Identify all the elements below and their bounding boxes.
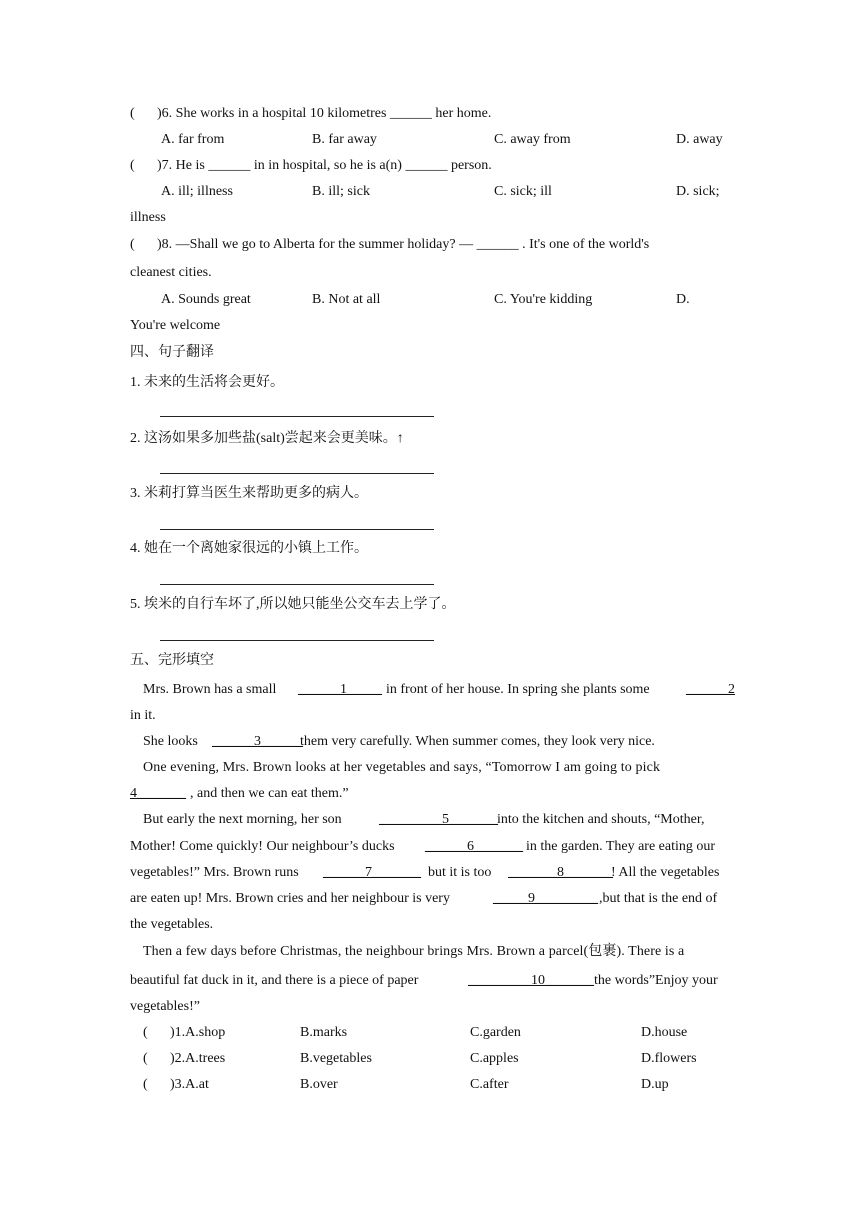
option-row-2: )2.A.trees	[170, 1051, 226, 1066]
cloze-text: beautiful fat duck in it, and there is a piece of paper	[130, 973, 419, 988]
cloze-text: the vegetables.	[130, 917, 214, 932]
option-row-3: )3.A.at	[170, 1077, 209, 1092]
cloze-text: , and then we can eat them.”	[190, 786, 349, 801]
cloze-text: Mrs. Brown has a small	[143, 682, 277, 697]
cloze-text: but it is too	[428, 865, 492, 880]
q8-option-d-cont: You're welcome	[130, 318, 221, 333]
cloze-text: in front of her house. In spring she plants some	[386, 682, 650, 697]
option-d: D.house	[641, 1025, 688, 1040]
q8-option-a: A. Sounds great	[161, 292, 251, 307]
q7-option-a: A. ill; illness	[161, 184, 233, 199]
cloze-text: Mother! Come quickly! Our neighbour’s ducks	[130, 839, 395, 854]
option-paren: (	[143, 1051, 148, 1066]
q8-stem-cont: cleanest cities.	[130, 265, 212, 280]
translation-item-1: 1. 未来的生活将会更好。	[130, 375, 284, 390]
cloze-text: into the kitchen and shouts, “Mother,	[497, 812, 705, 827]
cloze-blank-7: ______7_______	[323, 865, 421, 880]
cloze-text: them very carefully. When summer comes, they look very nice.	[300, 734, 655, 749]
answer-line-2	[160, 473, 434, 474]
q6-stem: )6. She works in a hospital 10 kilometres ______ her home.	[157, 106, 492, 121]
option-paren: (	[143, 1025, 148, 1040]
cloze-text: the words”Enjoy your	[594, 973, 718, 988]
q8-option-c: C. You're kidding	[494, 292, 593, 307]
option-d: D.flowers	[641, 1051, 697, 1066]
translation-heading: 四、句子翻译	[130, 345, 214, 360]
q7-stem: )7. He is ______ in in hospital, so he is a(n) ______ person.	[157, 158, 492, 173]
q7-option-d: D. sick;	[676, 184, 720, 199]
answer-line-4	[160, 584, 434, 585]
q7-paren: (	[130, 158, 135, 173]
cloze-text: One evening, Mrs. Brown looks at her vegetables and says, “Tomorrow I am going to pick	[143, 760, 661, 775]
translation-item-2: 2. 这汤如果多加些盐(salt)尝起来会更美味。↑	[130, 431, 404, 446]
cloze-blank-9: _____9_________	[493, 891, 598, 906]
option-c: C.apples	[470, 1051, 519, 1066]
cloze-blank-6: ______6_______	[425, 839, 523, 854]
q8-stem: )8. —Shall we go to Alberta for the summer holiday? — ______ . It's one of the world's	[157, 237, 650, 252]
answer-line-1	[160, 416, 434, 417]
cloze-text: But early the next morning, her son	[143, 812, 342, 827]
option-c: C.garden	[470, 1025, 521, 1040]
cloze-text: vegetables!”	[130, 999, 200, 1014]
cloze-text: are eaten up! Mrs. Brown cries and her neighbour is very	[130, 891, 450, 906]
option-row-1: )1.A.shop	[170, 1025, 226, 1040]
q6-paren: (	[130, 106, 135, 121]
q7-option-b: B. ill; sick	[312, 184, 370, 199]
cloze-blank-2: ______2	[686, 682, 735, 697]
translation-item-4: 4. 她在一个离她家很远的小镇上工作。	[130, 541, 368, 556]
q6-option-c: C. away from	[494, 132, 571, 147]
option-c: C.after	[470, 1077, 509, 1092]
option-paren: (	[143, 1077, 148, 1092]
cloze-blank-8: _______8_______	[508, 865, 613, 880]
translation-item-3: 3. 米莉打算当医生来帮助更多的病人。	[130, 486, 368, 501]
cloze-text: vegetables!” Mrs. Brown runs	[130, 865, 299, 880]
cloze-text: She looks	[143, 734, 198, 749]
option-b: B.over	[300, 1077, 338, 1092]
q6-option-d: D. away	[676, 132, 723, 147]
q6-option-b: B. far away	[312, 132, 377, 147]
option-d: D.up	[641, 1077, 669, 1092]
cloze-blank-10: _________10_______	[468, 973, 594, 988]
cloze-blank-4: 4_______	[130, 786, 186, 801]
q6-option-a: A. far from	[161, 132, 225, 147]
cloze-text: in the garden. They are eating our	[526, 839, 716, 854]
q8-option-b: B. Not at all	[312, 292, 381, 307]
translation-item-5: 5. 埃米的自行车坏了,所以她只能坐公交车去上学了。	[130, 597, 456, 612]
cloze-text: in it.	[130, 708, 156, 723]
cloze-blank-3: ______3______	[212, 734, 303, 749]
option-b: B.marks	[300, 1025, 348, 1040]
cloze-heading: 五、完形填空	[130, 653, 214, 668]
cloze-text: ,but that is the end of	[599, 891, 718, 906]
q8-paren: (	[130, 237, 135, 252]
answer-line-5	[160, 640, 434, 641]
q7-option-d-cont: illness	[130, 210, 166, 225]
cloze-text: ! All the vegetables	[611, 865, 720, 880]
option-b: B.vegetables	[300, 1051, 372, 1066]
cloze-blank-5: _________5_______	[379, 812, 498, 827]
answer-line-3	[160, 529, 434, 530]
cloze-text: Then a few days before Christmas, the neighbour brings Mrs. Brown a parcel(包裹). There is a	[143, 944, 685, 959]
q8-option-d: D.	[676, 292, 690, 307]
q7-option-c: C. sick; ill	[494, 184, 552, 199]
cloze-blank-1: ______1_____	[298, 682, 382, 697]
